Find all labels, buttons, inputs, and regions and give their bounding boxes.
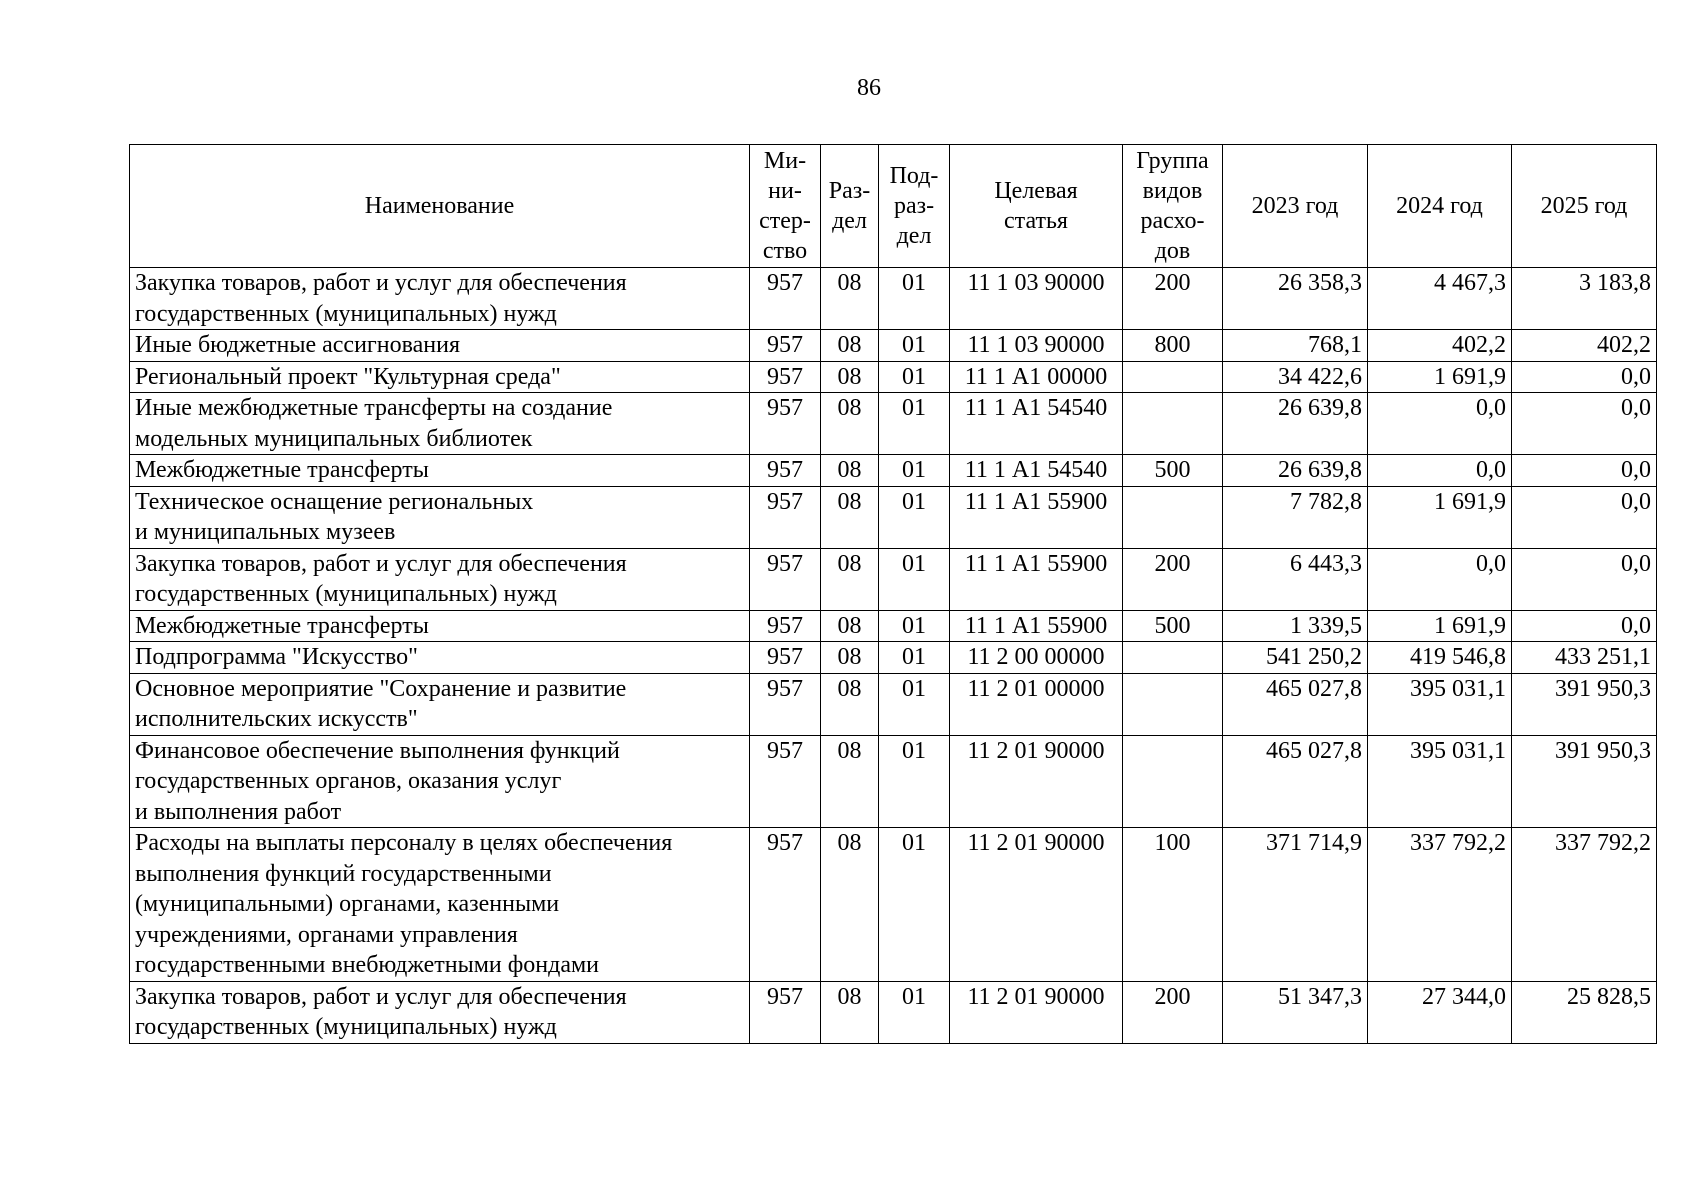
item-name-cell	[130, 330, 750, 362]
column-header-line: Ми-	[763, 148, 807, 174]
amount-2024-cell: 395 031,1	[1368, 673, 1512, 735]
subsection-cell: 01	[879, 330, 950, 362]
table-body	[130, 268, 1657, 1044]
ministry-cell: 957	[750, 735, 821, 828]
table-row	[130, 393, 1657, 455]
table-row	[130, 981, 1657, 1043]
item-name-line: и муниципальных музеев	[135, 519, 396, 545]
subsection-cell: 01	[879, 828, 950, 982]
target-article-cell: 11 1 А1 55900	[950, 610, 1123, 642]
target-article-cell: 11 2 01 90000	[950, 981, 1123, 1043]
column-header-line: дов	[1154, 238, 1191, 264]
column-header-line: статья	[1004, 208, 1068, 234]
item-name-line: государственных органов, оказания услуг	[135, 768, 562, 794]
subsection-cell: 01	[879, 393, 950, 455]
column-header-ministry	[750, 145, 821, 268]
ministry-cell: 957	[750, 393, 821, 455]
amount-2023-cell: 51 347,3	[1223, 981, 1368, 1043]
expense-group-cell	[1123, 486, 1223, 548]
column-header-target	[950, 145, 1123, 268]
expense-group-cell	[1123, 361, 1223, 393]
table-row	[130, 828, 1657, 982]
amount-2024-cell: 395 031,1	[1368, 735, 1512, 828]
subsection-cell: 01	[879, 735, 950, 828]
item-name-line: выполнения функций государственными	[135, 860, 552, 887]
column-header-y2024	[1368, 145, 1512, 268]
column-header-line: 2025 год	[1540, 193, 1628, 219]
item-name-line: государственных (муниципальных) нужд	[135, 1014, 557, 1040]
column-header-line: ство	[762, 238, 808, 264]
item-name-line: Закупка товаров, работ и услуг для обеспечения	[135, 270, 627, 296]
table-row	[130, 268, 1657, 330]
amount-2023-cell: 34 422,6	[1223, 361, 1368, 393]
subsection-cell: 01	[879, 548, 950, 610]
item-name-line: Межбюджетные трансферты	[135, 457, 429, 483]
amount-2025-cell: 0,0	[1512, 610, 1657, 642]
amount-2023-cell: 465 027,8	[1223, 673, 1368, 735]
amount-2025-cell: 0,0	[1512, 393, 1657, 455]
table-header	[130, 145, 1657, 268]
column-header-line: Целевая	[994, 178, 1078, 204]
item-name-line: учреждениями, органами управления	[135, 921, 518, 948]
item-name-cell	[130, 673, 750, 735]
amount-2023-cell: 465 027,8	[1223, 735, 1368, 828]
column-header-line: 2023 год	[1251, 193, 1339, 219]
target-article-cell: 11 2 01 90000	[950, 735, 1123, 828]
item-name-line: Закупка товаров, работ и услуг для обеспечения	[135, 550, 627, 577]
ministry-cell: 957	[750, 486, 821, 548]
item-name-cell	[130, 455, 750, 487]
amount-2023-cell: 768,1	[1223, 330, 1368, 362]
expense-group-cell: 500	[1123, 610, 1223, 642]
amount-2025-cell: 0,0	[1512, 361, 1657, 393]
item-name-line: Иные межбюджетные трансферты на создание	[135, 395, 613, 421]
subsection-cell: 01	[879, 455, 950, 487]
column-header-name	[130, 145, 750, 268]
ministry-cell: 957	[750, 642, 821, 674]
amount-2024-cell: 419 546,8	[1368, 642, 1512, 674]
table-row	[130, 642, 1657, 674]
column-header-line: видов	[1142, 178, 1203, 204]
target-article-cell: 11 1 А1 54540	[950, 393, 1123, 455]
expense-group-cell: 200	[1123, 981, 1223, 1043]
amount-2023-cell: 371 714,9	[1223, 828, 1368, 982]
column-header-line: Раз-	[828, 178, 871, 204]
column-header-y2023	[1223, 145, 1368, 268]
amount-2025-cell: 402,2	[1512, 330, 1657, 362]
amount-2025-cell: 25 828,5	[1512, 981, 1657, 1043]
amount-2024-cell: 1 691,9	[1368, 486, 1512, 548]
ministry-cell: 957	[750, 268, 821, 330]
ministry-cell: 957	[750, 455, 821, 487]
item-name-line: модельных муниципальных библиотек	[135, 425, 533, 452]
section-cell: 08	[821, 735, 879, 828]
item-name-line: Иные бюджетные ассигнования	[135, 332, 460, 358]
item-name-line: государственных (муниципальных) нужд	[135, 300, 557, 327]
target-article-cell: 11 2 01 90000	[950, 828, 1123, 982]
table-row	[130, 455, 1657, 487]
expense-group-cell: 200	[1123, 268, 1223, 330]
column-header-section	[821, 145, 879, 268]
section-cell: 08	[821, 455, 879, 487]
subsection-cell: 01	[879, 268, 950, 330]
column-header-line: раз-	[893, 193, 935, 219]
table-row	[130, 486, 1657, 548]
amount-2023-cell: 1 339,5	[1223, 610, 1368, 642]
expense-group-cell	[1123, 673, 1223, 735]
amount-2023-cell: 26 639,8	[1223, 393, 1368, 455]
item-name-cell	[130, 610, 750, 642]
amount-2023-cell: 7 782,8	[1223, 486, 1368, 548]
item-name-cell	[130, 828, 750, 982]
amount-2023-cell: 26 358,3	[1223, 268, 1368, 330]
amount-2025-cell: 391 950,3	[1512, 735, 1657, 828]
amount-2024-cell: 402,2	[1368, 330, 1512, 362]
section-cell: 08	[821, 673, 879, 735]
amount-2024-cell: 0,0	[1368, 393, 1512, 455]
target-article-cell: 11 1 А1 55900	[950, 486, 1123, 548]
section-cell: 08	[821, 642, 879, 674]
ministry-cell: 957	[750, 330, 821, 362]
amount-2024-cell: 0,0	[1368, 455, 1512, 487]
section-cell: 08	[821, 268, 879, 330]
target-article-cell: 11 1 А1 55900	[950, 548, 1123, 610]
item-name-cell	[130, 361, 750, 393]
item-name-line: Межбюджетные трансферты	[135, 612, 429, 639]
column-header-subsection	[879, 145, 950, 268]
expense-group-cell	[1123, 735, 1223, 828]
ministry-cell: 957	[750, 548, 821, 610]
subsection-cell: 01	[879, 486, 950, 548]
subsection-cell: 01	[879, 981, 950, 1043]
expense-group-cell: 100	[1123, 828, 1223, 982]
column-header-line: 2024 год	[1396, 193, 1483, 219]
amount-2025-cell: 391 950,3	[1512, 673, 1657, 735]
subsection-cell: 01	[879, 610, 950, 642]
target-article-cell: 11 1 03 90000	[950, 268, 1123, 330]
amount-2023-cell: 541 250,2	[1223, 642, 1368, 674]
page-number: 86	[857, 75, 881, 101]
amount-2023-cell: 6 443,3	[1223, 548, 1368, 610]
item-name-line: Подпрограмма "Искусство"	[135, 644, 418, 670]
item-name-line: и выполнения работ	[135, 798, 342, 825]
amount-2024-cell: 0,0	[1368, 548, 1512, 610]
item-name-line: Техническое оснащение региональных	[135, 488, 534, 515]
ministry-cell: 957	[750, 361, 821, 393]
column-header-line: ни-	[768, 178, 802, 204]
amount-2024-cell: 1 691,9	[1368, 361, 1512, 393]
table-row	[130, 548, 1657, 610]
item-name-cell	[130, 735, 750, 828]
amount-2025-cell: 337 792,2	[1512, 828, 1657, 982]
ministry-cell: 957	[750, 673, 821, 735]
amount-2025-cell: 0,0	[1512, 486, 1657, 548]
item-name-line: государственных (муниципальных) нужд	[135, 581, 557, 607]
ministry-cell: 957	[750, 828, 821, 982]
expense-group-cell	[1123, 642, 1223, 674]
column-header-y2025	[1512, 145, 1657, 268]
budget-table	[129, 144, 1657, 1044]
amount-2024-cell: 1 691,9	[1368, 610, 1512, 642]
item-name-line: (муниципальными) органами, казенными	[135, 891, 560, 917]
target-article-cell: 11 2 00 00000	[950, 642, 1123, 674]
column-header-group	[1123, 145, 1223, 268]
header-row	[130, 145, 1657, 268]
item-name-cell	[130, 548, 750, 610]
expense-group-cell: 800	[1123, 330, 1223, 362]
item-name-cell	[130, 981, 750, 1043]
item-name-cell	[130, 268, 750, 330]
expense-group-cell	[1123, 393, 1223, 455]
table-row	[130, 673, 1657, 735]
section-cell: 08	[821, 828, 879, 982]
section-cell: 08	[821, 361, 879, 393]
column-header-line: стер-	[759, 208, 811, 234]
section-cell: 08	[821, 330, 879, 362]
table-row	[130, 361, 1657, 393]
amount-2024-cell: 337 792,2	[1368, 828, 1512, 982]
section-cell: 08	[821, 548, 879, 610]
item-name-line: исполнительских искусств"	[135, 706, 418, 732]
item-name-cell	[130, 486, 750, 548]
column-header-line: Наименование	[364, 193, 515, 219]
item-name-line: Региональный проект "Культурная среда"	[135, 363, 561, 390]
target-article-cell: 11 1 А1 54540	[950, 455, 1123, 487]
section-cell: 08	[821, 486, 879, 548]
section-cell: 08	[821, 981, 879, 1043]
section-cell: 08	[821, 393, 879, 455]
expense-group-cell: 200	[1123, 548, 1223, 610]
subsection-cell: 01	[879, 361, 950, 393]
table-row	[130, 330, 1657, 362]
expense-group-cell: 500	[1123, 455, 1223, 487]
item-name-cell	[130, 393, 750, 455]
target-article-cell: 11 1 03 90000	[950, 330, 1123, 362]
item-name-line: Финансовое обеспечение выполнения функций	[135, 737, 620, 764]
subsection-cell: 01	[879, 673, 950, 735]
column-header-line: расхо-	[1140, 208, 1205, 234]
column-header-line: Под-	[889, 163, 939, 189]
ministry-cell: 957	[750, 981, 821, 1043]
item-name-line: Закупка товаров, работ и услуг для обеспечения	[135, 983, 627, 1010]
subsection-cell: 01	[879, 642, 950, 674]
amount-2024-cell: 4 467,3	[1368, 268, 1512, 330]
amount-2025-cell: 3 183,8	[1512, 268, 1657, 330]
item-name-line: Расходы на выплаты персоналу в целях обеспечения	[135, 830, 673, 856]
section-cell: 08	[821, 610, 879, 642]
table-row	[130, 610, 1657, 642]
column-header-line: дел	[896, 223, 932, 249]
table-row	[130, 735, 1657, 828]
column-header-line: Группа	[1136, 148, 1209, 174]
amount-2024-cell: 27 344,0	[1368, 981, 1512, 1043]
item-name-line: государственными внебюджетными фондами	[135, 952, 600, 978]
ministry-cell: 957	[750, 610, 821, 642]
item-name-line: Основное мероприятие "Сохранение и развитие	[135, 675, 627, 702]
column-header-line: дел	[832, 208, 867, 234]
target-article-cell: 11 2 01 00000	[950, 673, 1123, 735]
amount-2025-cell: 0,0	[1512, 548, 1657, 610]
amount-2025-cell: 433 251,1	[1512, 642, 1657, 674]
amount-2023-cell: 26 639,8	[1223, 455, 1368, 487]
target-article-cell: 11 1 А1 00000	[950, 361, 1123, 393]
amount-2025-cell: 0,0	[1512, 455, 1657, 487]
item-name-cell	[130, 642, 750, 674]
